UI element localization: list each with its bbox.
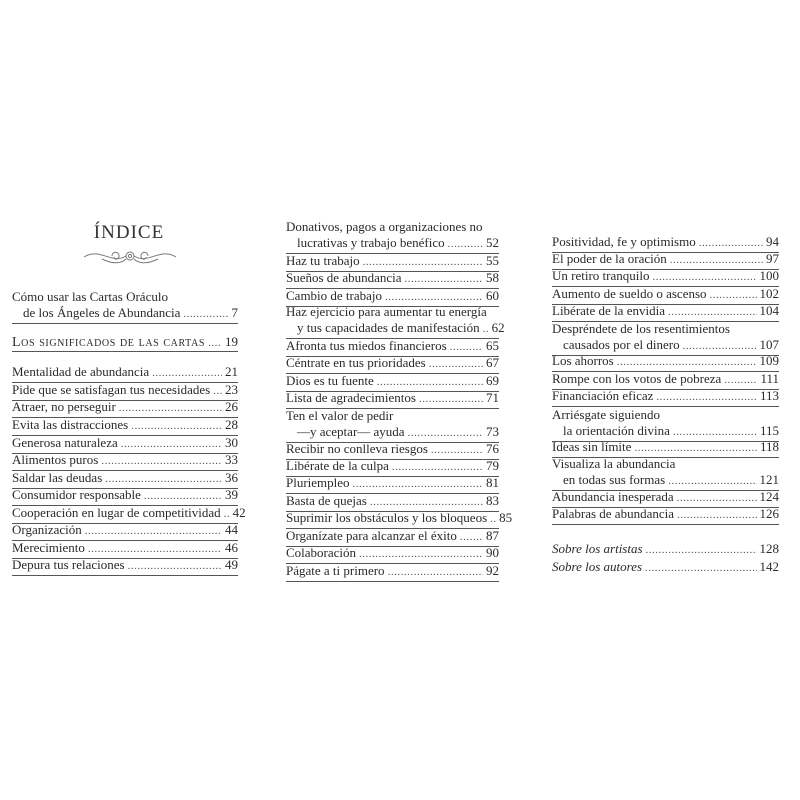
toc-entry-title: Arriésgate siguiendo: [552, 407, 660, 422]
toc-entry-page: 44: [225, 522, 238, 537]
toc-entry-page: 100: [759, 268, 779, 283]
toc-entry-page: 87: [486, 528, 499, 543]
dot-leader: [119, 400, 222, 416]
toc-entry-title: Colaboración: [286, 545, 357, 560]
toc-entry-page: 124: [759, 489, 779, 504]
index-title: ÍNDICE: [93, 222, 165, 243]
toc-entry-line: [552, 234, 779, 251]
toc-entry-title: la orientación divina: [563, 423, 670, 438]
toc-entry-page: 115: [759, 423, 779, 438]
toc-entry-line: [552, 541, 779, 558]
toc-entry-page: 23: [225, 382, 238, 397]
dot-leader: [224, 506, 230, 522]
entry-divider: [12, 323, 238, 324]
toc-entry-page: 39: [225, 487, 238, 502]
toc-entry-title: Haz ejercicio para aumentar tu energía: [286, 304, 487, 319]
toc-entry-line: [552, 388, 779, 405]
dot-leader: [645, 560, 756, 576]
dot-leader: [460, 529, 483, 545]
toc-entry-line: [552, 489, 779, 506]
toc-entry-page: 92: [486, 563, 499, 578]
toc-entry[interactable]: [12, 417, 238, 434]
toc-entry-title: —y aceptar— ayuda: [297, 424, 405, 439]
toc-entry[interactable]: [12, 399, 238, 416]
toc-entry-title: Visualiza la abundancia: [552, 456, 676, 471]
toc-entry-line: [286, 510, 513, 527]
toc-entry-line: [552, 559, 779, 576]
dot-leader: [419, 391, 483, 407]
toc-entry-line: [12, 452, 238, 469]
toc-entry-title: Despréndete de los resentimientos: [552, 321, 730, 336]
dot-leader: [670, 252, 763, 268]
toc-entry-line: [12, 399, 238, 416]
toc-entry[interactable]: [552, 268, 779, 285]
toc-entry-page: 49: [225, 557, 238, 572]
toc-entry[interactable]: [286, 373, 499, 390]
toc-entry-page: 60: [486, 288, 499, 303]
dot-leader: [652, 269, 756, 285]
dot-leader: [668, 473, 756, 489]
toc-entry[interactable]: [286, 475, 499, 492]
toc-entry-line: [12, 557, 238, 574]
toc-column-2: [286, 0, 513, 800]
toc-entry[interactable]: [286, 355, 499, 372]
toc-entry-title: Rompe con los votos de pobreza: [552, 371, 722, 386]
toc-entry-title: Evita las distracciones: [12, 417, 129, 432]
toc-entry-line: [286, 338, 499, 355]
toc-entry-line: [552, 423, 779, 440]
toc-entry-title: Recibir no conlleva riesgos: [286, 441, 428, 456]
toc-entry-line: [12, 487, 238, 504]
dot-leader: [677, 490, 757, 506]
toc-entry-title: Afronta tus miedos financieros: [286, 338, 447, 353]
entry-divider: [286, 581, 499, 582]
dot-leader: [683, 338, 757, 354]
toc-entry[interactable]: [12, 382, 238, 399]
toc-entry-line: [552, 268, 779, 285]
dot-leader: [370, 494, 483, 510]
section-title: Los significados de las cartas: [12, 335, 206, 350]
toc-entry[interactable]: [286, 510, 513, 527]
toc-entry-title: Consumidor responsable: [12, 487, 141, 502]
toc-entry-line: [286, 475, 499, 492]
dot-leader: [450, 339, 483, 355]
toc-entry-page: 26: [225, 399, 238, 414]
dot-leader: [431, 442, 483, 458]
toc-entry-page: 21: [225, 364, 238, 379]
toc-column-1: [12, 0, 246, 800]
dot-leader: [85, 523, 222, 539]
dot-leader: [144, 488, 222, 504]
toc-entry-title: Ten el valor de pedir: [286, 408, 394, 423]
toc-entry-page: 28: [225, 417, 238, 432]
toc-entry-line: [12, 417, 238, 434]
dot-leader: [646, 542, 757, 558]
dot-leader: [656, 389, 757, 405]
toc-entry-line: [286, 270, 499, 287]
toc-entry[interactable]: [286, 441, 499, 458]
toc-entry-page: 73: [486, 424, 499, 439]
toc-entry-title: El poder de la oración: [552, 251, 667, 266]
dot-leader: [101, 453, 222, 469]
dot-leader: [392, 459, 483, 475]
toc-entry[interactable]: [286, 304, 505, 337]
toc-entry-page: 65: [486, 338, 499, 353]
toc-entry-title: Libérate de la envidia: [552, 303, 665, 318]
toc-entry[interactable]: [286, 563, 499, 580]
toc-entry-line: [12, 382, 238, 399]
toc-entry[interactable]: [12, 522, 238, 539]
toc-entry-title: Sobre los autores: [552, 559, 643, 574]
toc-entry-page: 113: [759, 388, 779, 403]
toc-entry[interactable]: [552, 439, 779, 456]
toc-entry-page: 126: [759, 506, 779, 521]
toc-entry-page: 42: [232, 505, 246, 520]
toc-entry-title: Saldar las deudas: [12, 470, 103, 485]
toc-entry-title: Lista de agradecimientos: [286, 390, 416, 405]
toc-entry[interactable]: [286, 408, 499, 441]
toc-entry-title: Positividad, fe y optimismo: [552, 234, 696, 249]
dot-leader: [429, 356, 483, 372]
toc-entry-page: 109: [759, 353, 779, 368]
toc-entry-page: 121: [759, 472, 779, 487]
toc-entry[interactable]: [12, 540, 238, 557]
dot-leader: [353, 476, 483, 492]
toc-entry-line: [286, 235, 499, 252]
toc-entry-title: Merecimiento: [12, 540, 85, 555]
toc-entry[interactable]: [286, 528, 499, 545]
toc-entry[interactable]: [286, 545, 499, 562]
toc-entry-title: en todas sus formas: [563, 472, 666, 487]
toc-entry[interactable]: [552, 286, 779, 303]
toc-entry[interactable]: [12, 364, 238, 381]
toc-entry[interactable]: [286, 219, 499, 252]
toc-entry-page: 76: [486, 441, 499, 456]
toc-entry[interactable]: [286, 253, 499, 270]
toc-entry[interactable]: [12, 452, 238, 469]
toc-entry[interactable]: [552, 388, 779, 405]
dot-leader: [617, 354, 757, 370]
toc-entry-title: Atraer, no perseguir: [12, 399, 116, 414]
toc-entry-line: [286, 424, 499, 441]
toc-entry-title: Cooperación en lugar de competitividad: [12, 505, 221, 520]
dot-leader: [121, 436, 222, 452]
toc-entry-title: Aumento de sueldo o ascenso: [552, 286, 707, 301]
toc-entry[interactable]: [12, 505, 246, 522]
toc-entry[interactable]: [552, 251, 779, 268]
toc-entry-page: 58: [486, 270, 499, 285]
toc-entry-line: [286, 563, 499, 580]
toc-entry-title: Sobre los artistas: [552, 541, 643, 556]
toc-entry-title: Organización: [12, 522, 82, 537]
dot-leader: [385, 289, 483, 305]
toc-entry-line: [12, 435, 238, 452]
dot-leader: [668, 304, 757, 320]
toc-entry[interactable]: [552, 234, 779, 251]
toc-entry[interactable]: [552, 321, 779, 354]
dot-leader: [377, 374, 483, 390]
dot-leader: [131, 418, 222, 434]
toc-entry-title: de los Ángeles de Abundancia: [23, 305, 181, 320]
toc-entry-title: Depura tus relaciones: [12, 557, 125, 572]
dot-leader: [448, 236, 483, 252]
section-page: 19: [225, 334, 238, 349]
toc-entry-title: Dios es tu fuente: [286, 373, 374, 388]
toc-entry[interactable]: [12, 470, 238, 487]
toc-entry-line: [286, 528, 499, 545]
toc-entry-title: Págate a ti primero: [286, 563, 385, 578]
toc-entry-title: Ideas sin límite: [552, 439, 632, 454]
toc-entry-page: 33: [225, 452, 238, 467]
entry-divider: [552, 524, 779, 525]
toc-entry[interactable]: [552, 456, 779, 489]
dot-leader: [363, 254, 483, 270]
toc-entry-line: [286, 288, 499, 305]
toc-entry-title: lucrativas y trabajo benéfico: [297, 235, 445, 250]
toc-entry-line: [12, 522, 238, 539]
dot-leader: [677, 507, 756, 523]
toc-entry-line: [286, 253, 499, 270]
toc-entry-title: Suprimir los obstáculos y los bloqueos: [286, 510, 488, 525]
toc-entry-page: 83: [486, 493, 499, 508]
toc-entry-page: 85: [499, 510, 513, 525]
dot-leader: [208, 335, 222, 351]
toc-entry-title: Sueños de abundancia: [286, 270, 402, 285]
toc-entry-line: [286, 355, 499, 372]
toc-entry[interactable]: [552, 371, 779, 388]
toc-entry-line: [552, 506, 779, 523]
toc-entry-title: Céntrate en tus prioridades: [286, 355, 426, 370]
toc-entry-line: [552, 303, 779, 320]
toc-entry-page: 102: [759, 286, 779, 301]
dot-leader: [699, 235, 763, 251]
toc-entry-line: [552, 371, 779, 388]
toc-entry-line: [552, 472, 779, 489]
toc-entry-line: [286, 458, 499, 475]
toc-entry-line: [12, 470, 238, 487]
toc-entry-page: 81: [486, 475, 499, 490]
toc-entry-page: 7: [231, 305, 238, 320]
dot-leader: [359, 546, 483, 562]
toc-entry[interactable]: [286, 338, 499, 355]
dot-leader: [405, 271, 483, 287]
toc-entry-line: [286, 545, 499, 562]
toc-entry-page: 79: [486, 458, 499, 473]
toc-entry-line: [286, 441, 499, 458]
dot-leader: [490, 511, 496, 527]
toc-entry[interactable]: [552, 541, 779, 558]
toc-entry-page: 71: [486, 390, 499, 405]
dot-leader: [88, 541, 222, 557]
toc-entry-title: Pluriempleo: [286, 475, 350, 490]
toc-entry-page: 55: [486, 253, 499, 268]
toc-entry-title: Palabras de abundancia: [552, 506, 675, 521]
entry-divider: [12, 575, 238, 576]
toc-entry-line: [552, 286, 779, 303]
toc-entry-title: Libérate de la culpa: [286, 458, 389, 473]
toc-entry-title: Donativos, pagos a organizaciones no: [286, 219, 483, 234]
toc-entry-line: [12, 364, 238, 381]
toc-entry[interactable]: [12, 435, 238, 452]
toc-entry-title: Pide que se satisfagan tus necesidades: [12, 382, 211, 397]
dot-leader: [710, 287, 757, 303]
toc-entry-line: [552, 337, 779, 354]
dot-leader: [388, 564, 483, 580]
dot-leader: [408, 425, 483, 441]
toc-entry[interactable]: [286, 493, 499, 510]
toc-entry-title: Mentalidad de abundancia: [12, 364, 150, 379]
toc-entry-intro[interactable]: [12, 289, 238, 322]
toc-entry[interactable]: [552, 506, 779, 523]
toc-entry-title: y tus capacidades de manifestación: [297, 320, 480, 335]
dot-leader: [724, 372, 757, 388]
toc-column-3: [552, 0, 779, 800]
toc-entry[interactable]: [286, 458, 499, 475]
toc-entry-page: 111: [760, 371, 779, 386]
dot-leader: [128, 558, 222, 574]
toc-entry-title: Los ahorros: [552, 353, 614, 368]
toc-entry[interactable]: [552, 407, 779, 440]
toc-entry-page: 107: [759, 337, 779, 352]
toc-entry[interactable]: [552, 353, 779, 370]
toc-entry-line: [12, 505, 246, 522]
toc-entry-page: 104: [759, 303, 779, 318]
dot-leader: [673, 424, 757, 440]
toc-entry-page: 52: [486, 235, 499, 250]
toc-entry[interactable]: [552, 559, 779, 576]
toc-section-heading[interactable]: [12, 334, 238, 351]
toc-entry-line: [552, 251, 779, 268]
entry-divider: [12, 351, 238, 352]
toc-entry-line: [286, 493, 499, 510]
toc-entry-page: 128: [759, 541, 779, 556]
toc-entry-title: Alimentos puros: [12, 452, 99, 467]
toc-entry-title: Cambio de trabajo: [286, 288, 383, 303]
toc-entry-title: Abundancia inesperada: [552, 489, 674, 504]
toc-entry-title: Generosa naturaleza: [12, 435, 118, 450]
toc-entry-line: [286, 390, 499, 407]
toc-entry-line: [286, 373, 499, 390]
toc-entry-page: 69: [486, 373, 499, 388]
toc-entry-title: causados por el dinero: [563, 337, 680, 352]
toc-entry-page: 94: [766, 234, 779, 249]
toc-entry-page: 142: [759, 559, 779, 574]
toc-entry[interactable]: [286, 288, 499, 305]
dot-leader: [152, 365, 222, 381]
toc-entry[interactable]: [12, 487, 238, 504]
toc-entry[interactable]: [552, 489, 779, 506]
toc-entry-page: 62: [491, 320, 505, 335]
toc-entry-line: [552, 439, 779, 456]
toc-entry-page: 97: [766, 251, 779, 266]
toc-entry-line: [12, 540, 238, 557]
toc-entry-title: Organízate para alcanzar el éxito: [286, 528, 457, 543]
toc-entry-page: 118: [759, 439, 779, 454]
dot-leader: [634, 440, 757, 456]
toc-entry[interactable]: [286, 390, 499, 407]
toc-entry-page: 46: [225, 540, 238, 555]
toc-entry-page: 30: [225, 435, 238, 450]
toc-entry[interactable]: [286, 270, 499, 287]
dot-leader: [483, 321, 489, 337]
toc-entry-page: 67: [486, 355, 499, 370]
toc-entry-page: 36: [225, 470, 238, 485]
toc-entry[interactable]: [552, 303, 779, 320]
toc-entry-title: Cómo usar las Cartas Oráculo: [12, 289, 168, 304]
toc-entry-title: Un retiro tranquilo: [552, 268, 650, 283]
dot-leader: [183, 306, 228, 322]
toc-entry-page: 90: [486, 545, 499, 560]
toc-entry-line: [552, 353, 779, 370]
toc-entry-title: Financiación eficaz: [552, 388, 654, 403]
toc-entry-title: Haz tu trabajo: [286, 253, 360, 268]
dot-leader: [105, 471, 222, 487]
dot-leader: [213, 383, 222, 399]
toc-entry[interactable]: [12, 557, 238, 574]
toc-entry-title: Basta de quejas: [286, 493, 367, 508]
toc-entry-line: [286, 320, 505, 337]
